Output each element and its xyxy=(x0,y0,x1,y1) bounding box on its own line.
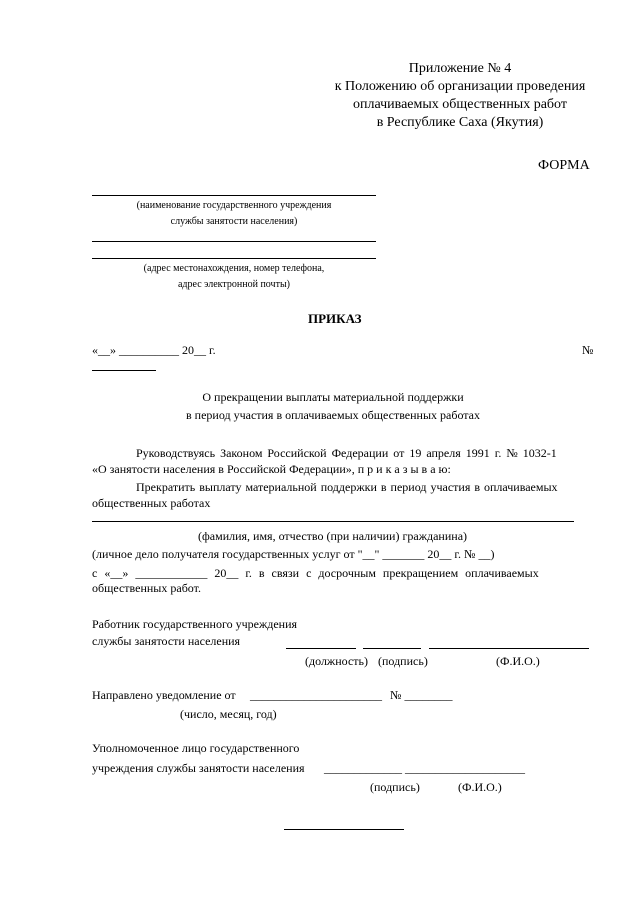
worker-position-caption: (должность) xyxy=(305,654,368,668)
subject-line-1: О прекращении выплаты материальной поддержки xyxy=(202,390,464,404)
authorized-fio-caption: (Ф.И.О.) xyxy=(458,780,502,794)
authorized-blanks: _____________ ____________________ xyxy=(324,761,525,775)
para2-line-2: общественных работах xyxy=(92,496,211,510)
authorized-line-1: Уполномоченное лицо государственного xyxy=(92,741,300,755)
appendix-line-2: к Положению об организации проведения xyxy=(334,79,586,94)
worker-fio-blank xyxy=(429,648,589,649)
form-label: ФОРМА xyxy=(538,158,590,173)
org-extra-line xyxy=(92,241,376,242)
org-name-caption-1: (наименование государственного учреждения xyxy=(136,200,332,211)
notice-date-blank: ______________________ xyxy=(250,688,382,702)
para2-line-1: Прекратить выплату материальной поддержки в период участия в оплачиваемых xyxy=(136,480,558,494)
citizen-fio-caption: (фамилия, имя, отчество (при наличии) гражданина) xyxy=(198,529,468,543)
org-address-caption-1: (адрес местонахождения, номер телефона, xyxy=(143,263,325,274)
worker-line-2: службы занятости населения xyxy=(92,634,241,648)
org-address-caption-2: адрес электронной почты) xyxy=(177,279,290,290)
order-date-line: «__» __________ 20__ г. xyxy=(92,343,216,357)
order-number-sign: № xyxy=(582,343,594,357)
appendix-line-1: Приложение № 4 xyxy=(408,61,512,76)
case-line: (личное дело получателя государственных услуг от "__" _______ 20__ г. № __) xyxy=(92,547,495,561)
org-name-line xyxy=(92,195,376,196)
order-title: ПРИКАЗ xyxy=(308,311,362,326)
subject-line-2: в период участия в оплачиваемых общественных работах xyxy=(185,408,481,422)
term-line-1: с «__» ____________ 20__ г. в связи с досрочным прекращением оплачиваемых xyxy=(92,566,539,580)
worker-fio-caption: (Ф.И.О.) xyxy=(496,654,540,668)
term-line-2: общественных работ. xyxy=(92,581,201,595)
worker-signature-blank xyxy=(363,648,421,649)
notice-number: № ________ xyxy=(390,688,453,702)
worker-line-1: Работник государственного учреждения xyxy=(92,617,298,631)
worker-signature-caption: (подпись) xyxy=(378,654,428,668)
appendix-line-4: в Республике Саха (Якутия) xyxy=(376,115,544,130)
order-number-blank xyxy=(92,370,156,371)
notice-label: Направлено уведомление от xyxy=(92,688,236,702)
citizen-fio-line xyxy=(92,521,574,522)
appendix-block xyxy=(300,60,620,132)
para1-line-1: Руководствуясь Законом Российской Федерации от 19 апреля 1991 г. № 1032-1 xyxy=(136,446,557,460)
authorized-signature-caption: (подпись) xyxy=(370,780,420,794)
appendix-line-3: оплачиваемых общественных работ xyxy=(353,97,567,112)
org-address-line xyxy=(92,258,376,259)
authorized-line-2: учреждения службы занятости населения xyxy=(92,761,305,775)
org-name-caption-2: службы занятости населения) xyxy=(170,216,298,227)
worker-position-blank xyxy=(286,648,356,649)
notice-date-caption: (число, месяц, год) xyxy=(180,707,277,721)
para1-line-2: «О занятости населения в Российской Федерации», п р и к а з ы в а ю: xyxy=(92,462,451,476)
footer-divider xyxy=(284,829,404,830)
